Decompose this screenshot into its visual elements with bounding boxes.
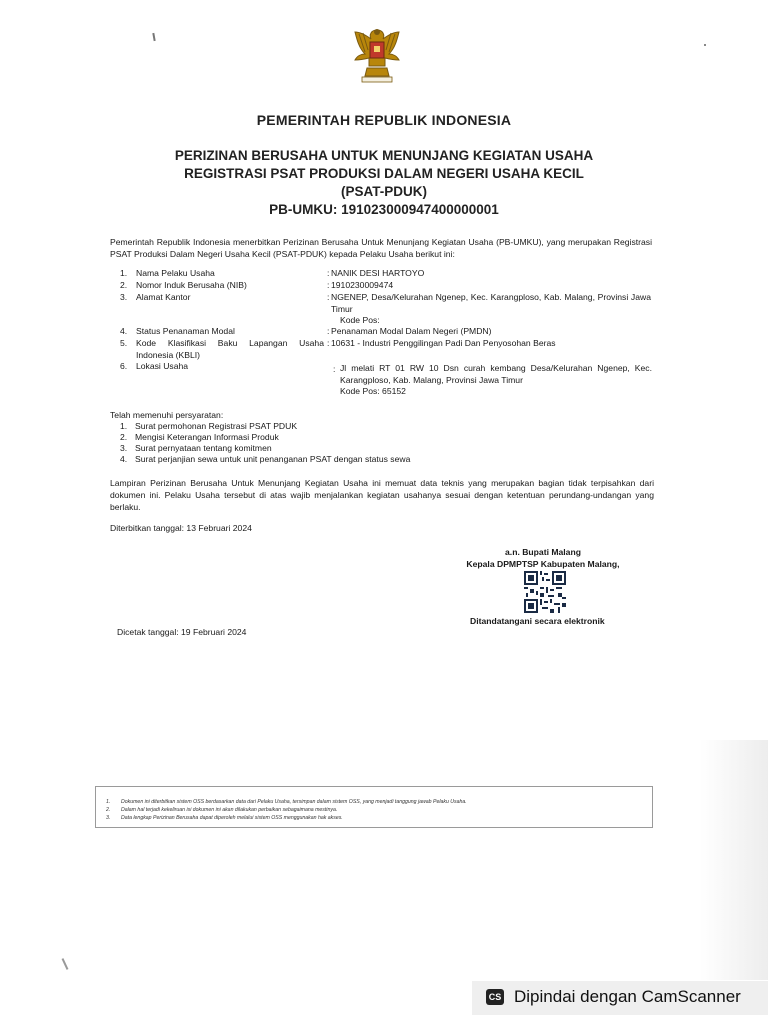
detail-label: Kode Klasifikasi Baku Lapangan Usaha Indonesia (KBLI) [136,338,324,360]
scan-speck [152,33,155,41]
footnotes-box [95,786,653,828]
requirements-title: Telah memenuhi persyaratan: [110,410,224,420]
footnote-number: 2. [106,807,111,813]
detail-label: Status Penanaman Modal [136,326,235,336]
detail-colon: : [327,268,330,278]
requirement-text: Surat permohonan Registrasi PSAT PDUK [135,421,298,431]
detail-value: NANIK DESI HARTOYO [331,268,425,278]
electronic-signature-note: Ditandatangani secara elektronik [470,616,605,626]
attachment-paragraph: Lampiran Perizinan Berusaha Untuk Menunjang Kegiatan Usaha ini memuat data teknis yang merupakan bagian tidak terpisahkan dari dokumen ini. Pelaku Usaha tersebut di atas wajib menjalankan kegiatan usahanya sesuai dengan ketentuan perundang-undangan yang berlaku. [110,478,654,512]
signatory-title: a.n. Bupati Malang [505,547,581,557]
detail-colon: : [327,326,330,336]
detail-number: 5. [120,338,128,348]
detail-postal-code: Kode Pos: [340,315,380,325]
detail-postal-code: Kode Pos: 65152 [340,386,406,396]
requirement-number: 1. [120,421,128,431]
qr-code-icon [524,571,566,613]
detail-number: 4. [120,326,128,336]
detail-number: 3. [120,292,128,302]
printed-date: Dicetak tanggal: 19 Februari 2024 [117,627,247,637]
requirement-text: Surat perjanjian sewa untuk unit penanganan PSAT dengan status sewa [135,454,411,464]
detail-label: Alamat Kantor [136,292,191,302]
camscanner-watermark [472,981,768,1015]
issued-date: Diterbitkan tanggal: 13 Februari 2024 [110,523,252,533]
scan-speck [704,44,706,46]
scan-edge-shadow [700,740,768,980]
detail-label: Nama Pelaku Usaha [136,268,215,278]
detail-colon: : [327,292,330,302]
requirement-number: 3. [120,443,128,453]
requirement-text: Mengisi Keterangan Informasi Produk [135,432,279,442]
footnote-number: 3. [106,815,111,821]
footnote-text: Dalam hal terjadi kekeliruan isi dokumen ini akan dilakukan perbaikan sebagaimana mestinya. [121,807,338,813]
permit-title-line-3: (PSAT-PDUK) [341,184,427,199]
garuda-emblem-icon [345,22,409,84]
detail-value: 1910230009474 [331,280,394,290]
government-heading: PEMERINTAH REPUBLIK INDONESIA [256,112,512,128]
detail-value: NGENEP, Desa/Kelurahan Ngenep, Kec. Karangploso, Kab. Malang, Provinsi Jawa Timur [331,292,651,314]
footnote-text: Data lengkap Perizinan Berusaha dapat diperoleh melalui sistem OSS menggunakan hak akses. [121,815,343,821]
detail-label: Nomor Induk Berusaha (NIB) [136,280,247,290]
detail-value: 10631 - Industri Penggilingan Padi Dan Penyosohan Beras [331,338,556,348]
camscanner-logo-icon: CS [486,989,504,1005]
permit-title-line-1: PERIZINAN BERUSAHA UNTUK MENUNJANG KEGIATAN USAHA [174,148,594,163]
footnote-text: Dokumen ini diterbitkan sistem OSS berdasarkan data dari Pelaku Usaha, tersimpan dalam sistem OSS, yang menjadi tanggung jawab Pelaku Usaha. [121,799,467,805]
detail-colon: : [327,338,330,348]
intro-paragraph: Pemerintah Republik Indonesia menerbitkan Perizinan Berusaha Untuk Menunjang Kegiatan Usaha (PB-UMKU), yang merupakan Registrasi PSAT Produksi Dalam Negeri Usaha Kecil (PSAT-PDUK) kepada Pelaku Usaha berikut ini: [110,237,652,259]
requirement-number: 4. [120,454,128,464]
detail-value: Penanaman Modal Dalam Negeri (PMDN) [331,326,492,336]
signatory-office: Kepala DPMPTSP Kabupaten Malang, [466,559,620,569]
scan-speck [62,958,69,970]
footnote-number: 1. [106,799,111,805]
detail-number: 6. [120,361,128,371]
permit-title-line-2: REGISTRASI PSAT PRODUKSI DALAM NEGERI USAHA KECIL [184,166,584,181]
detail-number: 1. [120,268,128,278]
detail-colon: : [333,364,336,374]
detail-number: 2. [120,280,128,290]
requirement-number: 2. [120,432,128,442]
detail-colon: : [327,280,330,290]
detail-label: Lokasi Usaha [136,361,189,371]
camscanner-text: Dipindai dengan CamScanner [514,987,741,1006]
detail-value: Jl melati RT 01 RW 10 Dsn curah kembang Desa/Kelurahan Ngenep, Kec. Karangploso, Kab. Malang, Provinsi Jawa Timur [340,363,652,385]
permit-number: PB-UMKU: 191023000947400000001 [269,202,499,217]
requirement-text: Surat pernyataan tentang komitmen [135,443,272,453]
